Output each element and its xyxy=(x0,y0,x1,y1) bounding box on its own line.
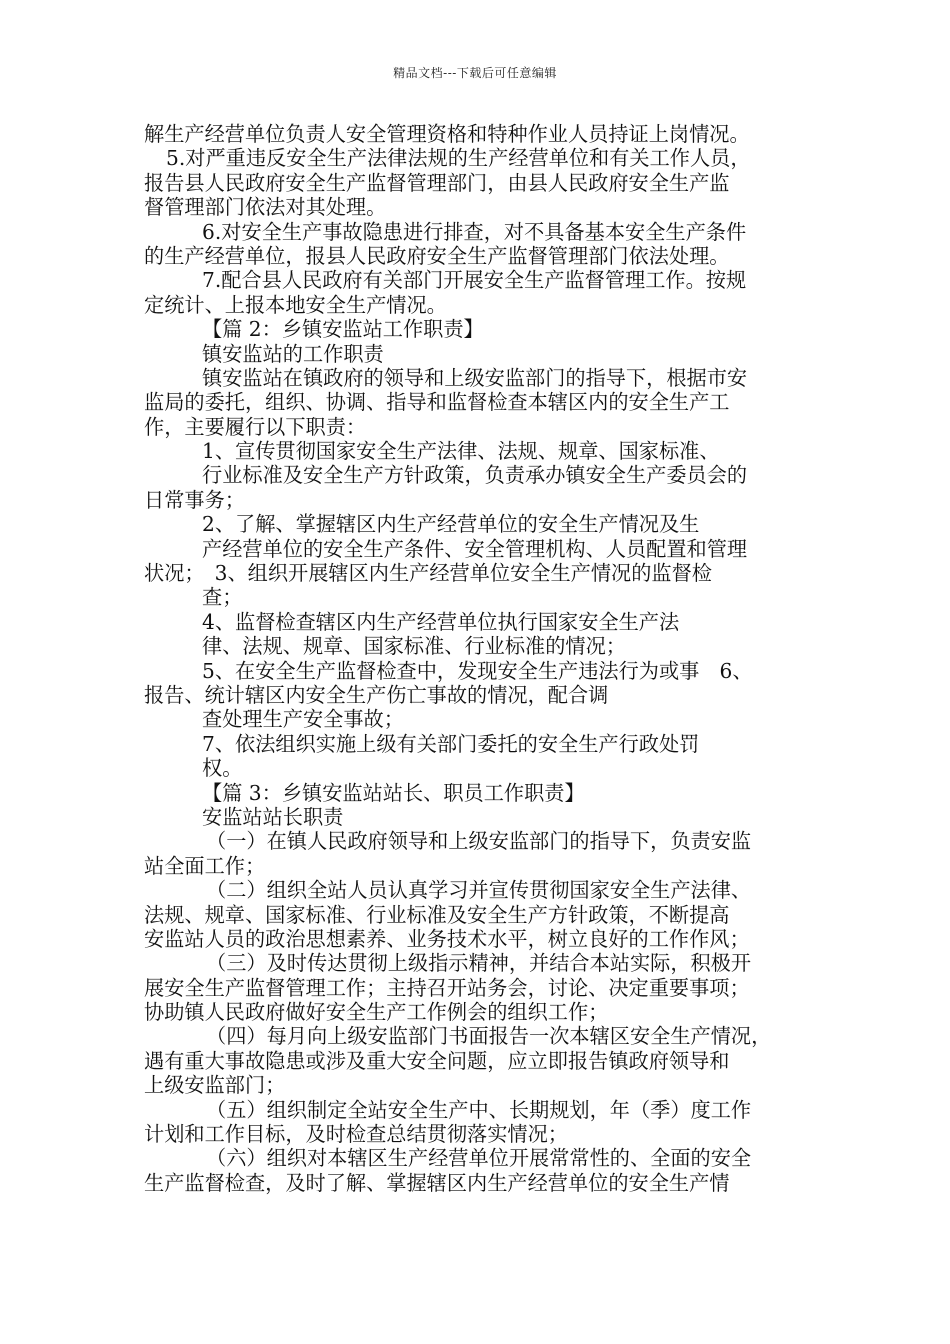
subheading: 安监站站长职责 xyxy=(202,804,344,829)
text-line: 日常事务； xyxy=(144,487,245,512)
text-line: （四）每月向上级安监部门书面报告一次本辖区安全生产情况， xyxy=(206,1024,772,1049)
text-line: （二）组织全站人员认真学习并宣传贯彻国家安全生产法律、 xyxy=(206,878,752,903)
text-line: 镇安监站在镇政府的领导和上级安监部门的指导下，根据市安 xyxy=(202,365,748,390)
text-line: 报告、统计辖区内安全生产伤亡事故的情况，配合调 xyxy=(144,682,609,707)
text-line: 的生产经营单位，报县人民政府安全生产监督管理部门依法处理。 xyxy=(144,243,730,268)
text-line: 作，主要履行以下职责： xyxy=(144,414,367,439)
text-line: 查； xyxy=(202,585,243,610)
text-line: （一）在镇人民政府领导和上级安监部门的指导下，负责安监 xyxy=(206,829,752,854)
text-line: 生产监督检查，及时了解、掌握辖区内生产经营单位的安全生产情 xyxy=(144,1170,730,1195)
text-line: 6.对安全生产事故隐患进行排查，对不具备基本安全生产条件 xyxy=(202,219,747,244)
text-line: （三）及时传达贯彻上级指示精神，并结合本站实际，积极开 xyxy=(206,951,752,976)
text-line: （五）组织制定全站安全生产中、长期规划，年（季）度工作 xyxy=(206,1097,752,1122)
subheading: 镇安监站的工作职责 xyxy=(202,341,384,366)
text-line: 5、在安全生产监督检查中，发现安全生产违法行为或事 6、 xyxy=(202,658,753,683)
section-heading: 【篇 3：乡镇安监站站长、职员工作职责】 xyxy=(202,780,585,805)
text-line: 行业标准及安全生产方针政策，负责承办镇安全生产委员会的 xyxy=(202,463,748,488)
text-line: 计划和工作目标，及时检查总结贯彻落实情况； xyxy=(144,1122,568,1147)
text-line: 监局的委托，组织、协调、指导和监督检查本辖区内的安全生产工 xyxy=(144,390,730,415)
text-line: 5.对严重违反安全生产法律法规的生产经营单位和有关工作人员， xyxy=(166,146,751,171)
text-line: 律、法规、规章、国家标准、行业标准的情况； xyxy=(202,634,626,659)
text-line: （六）组织对本辖区生产经营单位开展常常性的、全面的安全 xyxy=(206,1146,752,1171)
text-line: 站全面工作； xyxy=(144,853,266,878)
text-line: 4、监督检查辖区内生产经营单位执行国家安全生产法 xyxy=(202,609,680,634)
text-line: 协助镇人民政府做好安全生产工作例会的组织工作； xyxy=(144,1000,609,1025)
text-line: 遇有重大事故隐患或涉及重大安全问题，应立即报告镇政府领导和 xyxy=(144,1048,730,1073)
text-line: 解生产经营单位负责人安全管理资格和特种作业人员持证上岗情况。 xyxy=(144,122,750,146)
document-body xyxy=(144,122,816,1195)
section-heading: 【篇 2：乡镇安监站工作职责】 xyxy=(202,317,484,342)
page-header: 精品文档---下载后可任意编辑 xyxy=(393,66,557,80)
text-line: 定统计、上报本地安全生产情况。 xyxy=(144,292,447,317)
text-line: 安监站人员的政治思想素养、业务技术水平，树立良好的工作作风； xyxy=(144,926,750,951)
text-line: 报告县人民政府安全生产监督管理部门，由县人民政府安全生产监 xyxy=(144,170,730,195)
text-line: 1、宣传贯彻国家安全生产法律、法规、规章、国家标准、 xyxy=(202,439,720,464)
text-line: 督管理部门依法对其处理。 xyxy=(144,195,387,220)
text-line: 状况； 3、组织开展辖区内生产经营单位安全生产情况的监督检 xyxy=(144,561,712,586)
text-line: 上级安监部门； xyxy=(144,1073,286,1098)
text-line: 法规、规章、国家标准、行业标准及安全生产方针政策，不断提高 xyxy=(144,902,730,927)
text-line: 展安全生产监督管理工作；主持召开站务会，讨论、决定重要事项； xyxy=(144,975,750,1000)
text-line: 权。 xyxy=(202,756,243,781)
text-line: 产经营单位的安全生产条件、安全管理机构、人员配置和管理 xyxy=(202,536,748,561)
text-line: 7.配合县人民政府有关部门开展安全生产监督管理工作。按规 xyxy=(202,268,747,293)
text-line: 查处理生产安全事故； xyxy=(202,707,404,732)
text-line: 2、了解、掌握辖区内生产经营单位的安全生产情况及生 xyxy=(202,512,700,537)
text-line: 7、依法组织实施上级有关部门委托的安全生产行政处罚 xyxy=(202,731,700,756)
